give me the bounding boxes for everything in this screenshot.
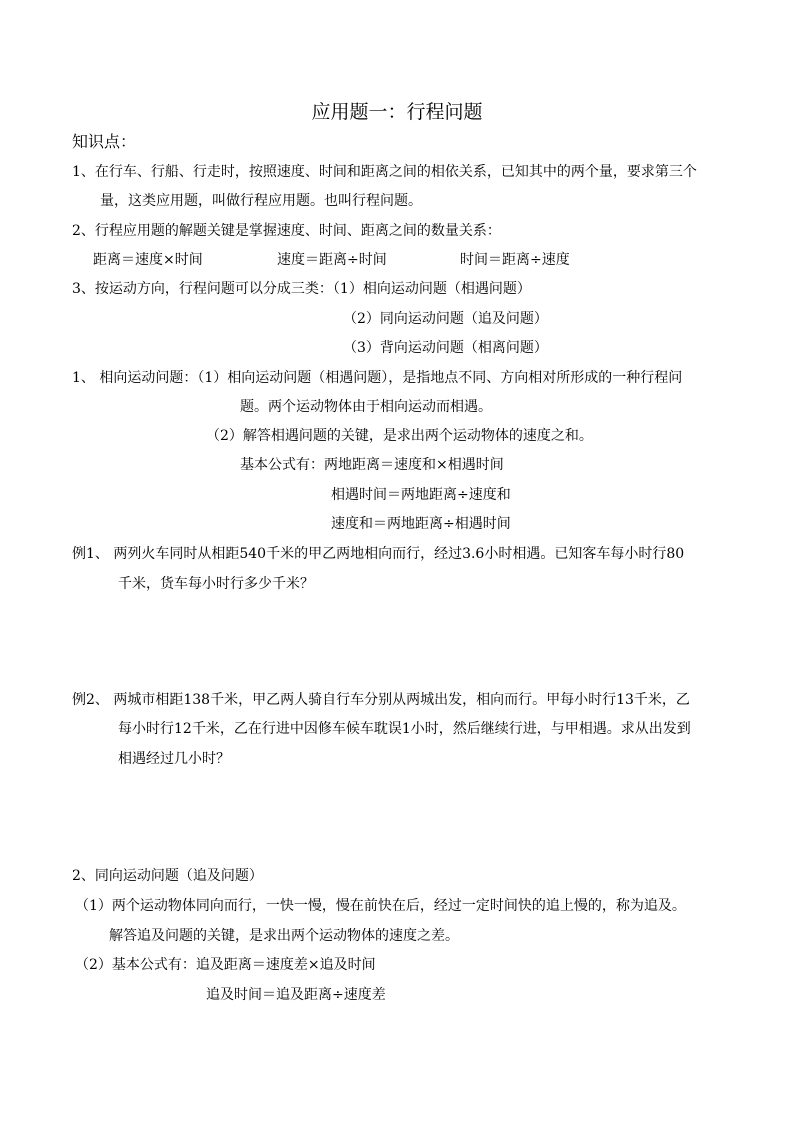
section2-line1: 2、同向运动问题（追及问题） (72, 868, 263, 884)
knowledge-heading: 知识点： (72, 132, 137, 151)
point1-line1: 1、在行车、行船、行走时，按照速度、时间和距离之间的相依关系，已知其中的两个量，要求第三个 (72, 164, 697, 180)
example2-line2: 每小时行12千米，乙在行进中因修车候车耽误1小时，然后继续行进，与甲相遇。求从出发到 (118, 721, 691, 737)
formula-time: 时间＝距离÷速度 (460, 252, 570, 268)
point2-line1: 2、行程应用题的解题关键是掌握速度、时间、距离之间的数量关系： (72, 223, 501, 239)
section2-line5: 追及时间＝追及距离÷速度差 (206, 987, 386, 1003)
section1-line1: 1、 相向运动问题：（1）相向运动问题（相遇问题），是指地点不同、方向相对所形成的一种行程问 (72, 370, 683, 386)
page-title: 应用题一：行程问题 (311, 101, 483, 123)
formula-speed: 速度＝距离÷时间 (277, 252, 387, 268)
example2-line3: 相遇经过几小时？ (118, 751, 230, 767)
point1-line2: 量，这类应用题，叫做行程应用题。也叫行程问题。 (100, 193, 422, 209)
section2-line4: （2）基本公式有：追及距离＝速度差×追及时间 (75, 957, 376, 973)
point3-line2: （2）同向运动问题（追及问题） (343, 311, 548, 327)
section2-line2: （1）两个运动物体同向而行，一快一慢，慢在前快在后，经过一定时间快的追上慢的，称为追及。 (75, 898, 686, 914)
section1-line2: 题。两个运动物体由于相向运动而相遇。 (240, 399, 492, 415)
example2-line1: 例2、 两城市相距138千米，甲乙两人骑自行车分别从两城出发，相向而行。甲每小时行13千米，乙 (72, 692, 690, 708)
example1-line2: 千米，货车每小时行多少千米？ (118, 576, 314, 592)
section1-line3: （2）解答相遇问题的关键，是求出两个运动物体的速度之和。 (206, 428, 593, 444)
section2-line3: 解答追及问题的关键，是求出两个运动物体的速度之差。 (109, 928, 459, 944)
section1-formula1: 基本公式有：两地距离＝速度和×相遇时间 (240, 457, 504, 473)
point3-line1: 3、按运动方向，行程问题可以分成三类：（1）相向运动问题（相遇问题） (72, 281, 531, 297)
example1-line1: 例1、 两列火车同时从相距540千米的甲乙两地相向而行，经过3.6小时相遇。已知客车每小时行80 (72, 546, 685, 562)
section1-formula3: 速度和＝两地距离÷相遇时间 (331, 516, 511, 532)
point3-line3: （3）背向运动问题（相离问题） (343, 340, 548, 356)
section1-formula2: 相遇时间＝两地距离÷速度和 (331, 487, 511, 503)
formula-distance: 距离＝速度×时间 (93, 252, 203, 268)
